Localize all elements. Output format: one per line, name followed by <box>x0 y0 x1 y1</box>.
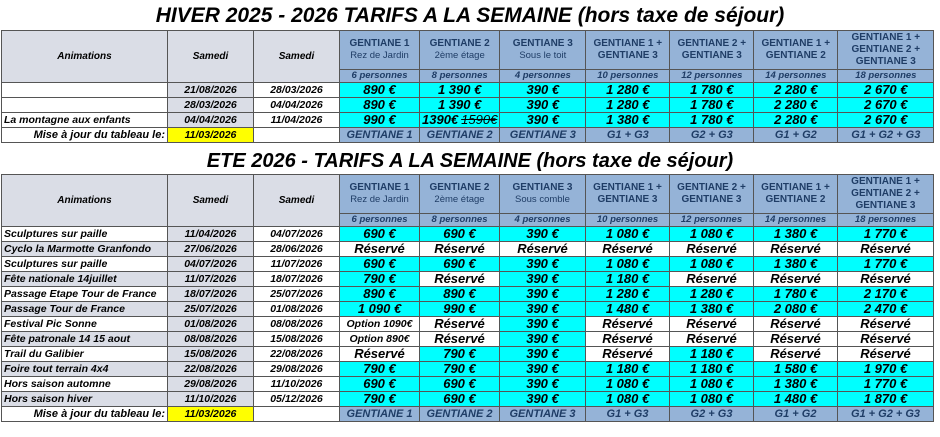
unit-name: GENTIANE 2 <box>429 38 490 49</box>
price-cell: 1 280 € <box>586 287 670 302</box>
capacity-cell: 6 personnes <box>340 214 420 227</box>
price-cell: 1 080 € <box>670 227 754 242</box>
price-cell: 1 390 € <box>420 98 500 113</box>
table-row <box>2 302 934 317</box>
date-from: 04/07/2026 <box>168 257 254 272</box>
footer-unit-label: G1 + G2 <box>754 128 838 143</box>
price-cell: 690 € <box>420 392 500 407</box>
capacity-cell: 4 personnes <box>500 70 586 83</box>
price-cell: 790 € <box>340 362 420 377</box>
price-cell: 1 970 € <box>838 362 934 377</box>
animation-label: Passage Etape Tour de France <box>2 287 168 302</box>
price-cell: 1 280 € <box>586 98 670 113</box>
date-to: 28/03/2026 <box>254 83 340 98</box>
price-cell: 390 € <box>500 83 586 98</box>
date-from: 04/04/2026 <box>168 113 254 128</box>
price-cell: 390 € <box>500 392 586 407</box>
reserved-cell: Réservé <box>670 242 754 257</box>
gentiane-1-3-header <box>586 31 670 70</box>
footer-unit-label: GENTIANE 3 <box>500 128 586 143</box>
unit-name: GENTIANE 2 + GENTIANE 3 <box>677 182 746 205</box>
summer-price-table <box>1 174 934 422</box>
table-row <box>2 332 934 347</box>
price-cell: 690 € <box>420 257 500 272</box>
reserved-cell: Réservé <box>420 272 500 287</box>
price-cell: 1 390 € <box>420 83 500 98</box>
reserved-cell: Réservé <box>340 347 420 362</box>
update-date: 11/03/2026 <box>168 407 254 422</box>
date-to: 11/10/2026 <box>254 377 340 392</box>
price-cell: 2 280 € <box>754 113 838 128</box>
footer-row <box>2 128 934 143</box>
date-to: 22/08/2026 <box>254 347 340 362</box>
price-cell: 690 € <box>340 257 420 272</box>
capacity-cell: 8 personnes <box>420 70 500 83</box>
table-row <box>2 272 934 287</box>
price-cell: 1 780 € <box>670 83 754 98</box>
price-cell: 1 580 € <box>754 362 838 377</box>
unit-name: GENTIANE 1 + GENTIANE 2 + GENTIANE 3 <box>851 176 920 211</box>
unit-floor: 2ème étage <box>434 50 485 61</box>
date-to: 01/08/2026 <box>254 302 340 317</box>
date-from: 11/04/2026 <box>168 227 254 242</box>
price-cell: 1 090 € <box>340 302 420 317</box>
price-cell: 390 € <box>500 272 586 287</box>
reserved-cell: Option 890€ <box>340 332 420 347</box>
unit-name: GENTIANE 1 + GENTIANE 3 <box>593 38 663 61</box>
footer-unit-label: G2 + G3 <box>670 128 754 143</box>
reserved-cell: Réservé <box>754 242 838 257</box>
date-to: 04/07/2026 <box>254 227 340 242</box>
table-row <box>2 227 934 242</box>
table-row <box>2 362 934 377</box>
winter-price-table <box>1 30 934 143</box>
price-cell: 1 280 € <box>670 287 754 302</box>
gentiane-1-2-header <box>754 31 838 70</box>
reserved-cell: Réservé <box>420 242 500 257</box>
gentiane-2-header <box>420 175 500 214</box>
unit-floor: Sous le toit <box>519 50 567 61</box>
animation-label: Foire tout terrain 4x4 <box>2 362 168 377</box>
price-cell: 1 780 € <box>670 113 754 128</box>
date-to: 08/08/2026 <box>254 317 340 332</box>
saturday-from-header: Samedi <box>168 31 254 83</box>
table-row <box>2 98 934 113</box>
capacity-cell: 12 personnes <box>670 214 754 227</box>
price-cell: 1 080 € <box>670 392 754 407</box>
price-cell: 1 080 € <box>670 377 754 392</box>
price-cell: 1 080 € <box>670 257 754 272</box>
date-from: 08/08/2026 <box>168 332 254 347</box>
unit-name: GENTIANE 1 + GENTIANE 2 <box>761 182 830 205</box>
price-cell: 1 480 € <box>586 302 670 317</box>
price-cell: 690 € <box>340 227 420 242</box>
price-cell: 1 780 € <box>670 98 754 113</box>
price-cell: 390 € <box>500 287 586 302</box>
reserved-cell: Réservé <box>670 272 754 287</box>
price-cell: 390 € <box>500 227 586 242</box>
capacity-cell: 18 personnes <box>838 214 934 227</box>
footer-unit-label: G1 + G2 + G3 <box>838 407 934 422</box>
date-from: 15/08/2026 <box>168 347 254 362</box>
price-cell: 1 080 € <box>586 377 670 392</box>
unit-name: GENTIANE 1 + GENTIANE 2 <box>761 38 831 61</box>
animation-label: Fête patronale 14 15 aout <box>2 332 168 347</box>
price-cell: 790 € <box>340 272 420 287</box>
price-cell: 2 080 € <box>754 302 838 317</box>
footer-unit-label: GENTIANE 3 <box>500 407 586 422</box>
table-row <box>2 377 934 392</box>
unit-name: GENTIANE 1 <box>349 182 410 193</box>
unit-floor: Rez de Jardin <box>350 194 409 205</box>
date-from: 29/08/2026 <box>168 377 254 392</box>
price-cell: 690 € <box>420 227 500 242</box>
animation-label <box>2 98 168 113</box>
unit-floor: Rez de Jardin <box>350 50 409 61</box>
date-to: 25/07/2026 <box>254 287 340 302</box>
capacity-cell: 18 personnes <box>838 70 934 83</box>
price-cell: 1 770 € <box>838 227 934 242</box>
capacity-cell: 8 personnes <box>420 214 500 227</box>
gentiane-1-3-header <box>586 175 670 214</box>
reserved-cell: Réservé <box>754 332 838 347</box>
price-cell <box>420 113 500 128</box>
capacity-cell: 14 personnes <box>754 214 838 227</box>
header-row <box>2 31 934 70</box>
date-from: 18/07/2026 <box>168 287 254 302</box>
price-cell: 2 670 € <box>838 98 934 113</box>
unit-name: GENTIANE 2 + GENTIANE 3 <box>677 38 747 61</box>
reserved-cell: Réservé <box>670 332 754 347</box>
table-row <box>2 392 934 407</box>
price-cell: 1 780 € <box>754 287 838 302</box>
gentiane-2-3-header <box>670 31 754 70</box>
footer-empty <box>254 407 340 422</box>
gentiane-1-2-3-header <box>838 31 934 70</box>
footer-unit-label: GENTIANE 1 <box>340 407 420 422</box>
reserved-cell: Réservé <box>754 272 838 287</box>
reserved-cell: Option 1090€ <box>340 317 420 332</box>
price-cell: 1 180 € <box>586 362 670 377</box>
reserved-cell: Réservé <box>838 317 934 332</box>
animation-label: Sculptures sur paille <box>2 257 168 272</box>
footer-unit-label: G1 + G2 <box>754 407 838 422</box>
date-from: 22/08/2026 <box>168 362 254 377</box>
footer-unit-label: GENTIANE 1 <box>340 128 420 143</box>
table-row <box>2 317 934 332</box>
price-cell: 2 670 € <box>838 113 934 128</box>
reserved-cell: Réservé <box>754 347 838 362</box>
price-cell: 2 280 € <box>754 98 838 113</box>
capacity-cell: 4 personnes <box>500 214 586 227</box>
unit-floor: Sous comble <box>515 194 570 205</box>
table-row <box>2 287 934 302</box>
gentiane-2-header <box>420 31 500 70</box>
gentiane-1-header <box>340 31 420 70</box>
price-cell: 390 € <box>500 317 586 332</box>
date-from: 11/07/2026 <box>168 272 254 287</box>
reserved-cell: Réservé <box>586 347 670 362</box>
update-label: Mise à jour du tableau le: <box>2 407 168 422</box>
date-from: 21/08/2026 <box>168 83 254 98</box>
unit-name: GENTIANE 1 + GENTIANE 3 <box>593 182 662 205</box>
reserved-cell: Réservé <box>754 317 838 332</box>
price-cell: 390 € <box>500 332 586 347</box>
capacity-cell: 6 personnes <box>340 70 420 83</box>
price-cell: 890 € <box>420 287 500 302</box>
date-to: 29/08/2026 <box>254 362 340 377</box>
gentiane-2-3-header <box>670 175 754 214</box>
price-cell: 390 € <box>500 362 586 377</box>
price-cell: 1 080 € <box>586 227 670 242</box>
animation-label <box>2 83 168 98</box>
animation-label: Fête nationale 14juillet <box>2 272 168 287</box>
unit-name: GENTIANE 3 <box>512 182 573 193</box>
price-cell: 1 180 € <box>670 347 754 362</box>
unit-name: GENTIANE 1 + GENTIANE 2 + GENTIANE 3 <box>851 32 921 67</box>
reserved-cell: Réservé <box>838 332 934 347</box>
animation-label: Hors saison hiver <box>2 392 168 407</box>
price-cell: 790 € <box>420 347 500 362</box>
capacity-cell: 10 personnes <box>586 70 670 83</box>
unit-name: GENTIANE 3 <box>512 38 573 49</box>
date-to: 15/08/2026 <box>254 332 340 347</box>
footer-unit-label: G1 + G3 <box>586 407 670 422</box>
price-cell: 1 770 € <box>838 257 934 272</box>
reserved-cell: Réservé <box>670 317 754 332</box>
footer-unit-label: G1 + G2 + G3 <box>838 128 934 143</box>
reserved-cell: Réservé <box>340 242 420 257</box>
price-cell: 2 170 € <box>838 287 934 302</box>
capacity-cell: 12 personnes <box>670 70 754 83</box>
animation-label: Trail du Galibier <box>2 347 168 362</box>
table-row <box>2 83 934 98</box>
animation-label: Festival Pic Sonne <box>2 317 168 332</box>
date-from: 25/07/2026 <box>168 302 254 317</box>
price-cell: 2 470 € <box>838 302 934 317</box>
table-row <box>2 113 934 128</box>
animation-label: Cyclo la Marmotte Granfondo <box>2 242 168 257</box>
price-cell: 790 € <box>420 362 500 377</box>
price-cell: 990 € <box>340 113 420 128</box>
price-cell: 1 870 € <box>838 392 934 407</box>
price-cell: 390 € <box>500 98 586 113</box>
price-cell: 1 770 € <box>838 377 934 392</box>
current-price: 1390€ <box>422 112 459 127</box>
reserved-cell: Réservé <box>420 317 500 332</box>
footer-unit-label: G2 + G3 <box>670 407 754 422</box>
table-row <box>2 347 934 362</box>
price-cell: 2 280 € <box>754 83 838 98</box>
price-cell: 390 € <box>500 347 586 362</box>
update-date: 11/03/2026 <box>168 128 254 143</box>
reserved-cell: Réservé <box>586 317 670 332</box>
date-from: 01/08/2026 <box>168 317 254 332</box>
previous-price: 1590€ <box>461 112 498 127</box>
date-from: 28/03/2026 <box>168 98 254 113</box>
gentiane-1-2-3-header <box>838 175 934 214</box>
unit-name: GENTIANE 1 <box>349 38 410 49</box>
price-cell: 1 180 € <box>670 362 754 377</box>
gentiane-3-header <box>500 31 586 70</box>
price-cell: 890 € <box>340 83 420 98</box>
price-cell: 390 € <box>500 302 586 317</box>
saturday-to-header: Samedi <box>254 31 340 83</box>
price-cell: 990 € <box>420 302 500 317</box>
date-to: 11/07/2026 <box>254 257 340 272</box>
price-cell: 390 € <box>500 257 586 272</box>
date-to: 05/12/2026 <box>254 392 340 407</box>
reserved-cell: Réservé <box>838 347 934 362</box>
footer-row <box>2 407 934 422</box>
update-label: Mise à jour du tableau le: <box>2 128 168 143</box>
reserved-cell: Réservé <box>500 242 586 257</box>
header-row <box>2 175 934 214</box>
reserved-cell: Réservé <box>420 332 500 347</box>
animation-label: Passage Tour de France <box>2 302 168 317</box>
price-cell: 1 380 € <box>754 377 838 392</box>
price-cell: 790 € <box>340 392 420 407</box>
price-cell: 1 380 € <box>586 113 670 128</box>
price-cell: 1 380 € <box>754 257 838 272</box>
unit-floor: 2ème étage <box>434 194 485 205</box>
price-cell: 1 280 € <box>586 83 670 98</box>
date-to: 04/04/2026 <box>254 98 340 113</box>
footer-unit-label: GENTIANE 2 <box>420 407 500 422</box>
price-cell: 1 080 € <box>586 257 670 272</box>
animation-label: Hors saison automne <box>2 377 168 392</box>
gentiane-1-header <box>340 175 420 214</box>
price-cell: 1 180 € <box>586 272 670 287</box>
animations-header: Animations <box>2 31 168 83</box>
date-to: 18/07/2026 <box>254 272 340 287</box>
reserved-cell: Réservé <box>586 332 670 347</box>
price-cell: 890 € <box>340 287 420 302</box>
gentiane-1-2-header <box>754 175 838 214</box>
price-cell: 1 380 € <box>754 227 838 242</box>
price-cell: 690 € <box>340 377 420 392</box>
price-cell: 390 € <box>500 113 586 128</box>
unit-name: GENTIANE 2 <box>429 182 490 193</box>
price-cell: 1 480 € <box>754 392 838 407</box>
footer-unit-label: GENTIANE 2 <box>420 128 500 143</box>
saturday-to-header: Samedi <box>254 175 340 227</box>
capacity-cell: 10 personnes <box>586 214 670 227</box>
animation-label: Sculptures sur paille <box>2 227 168 242</box>
date-to: 11/04/2026 <box>254 113 340 128</box>
capacity-cell: 14 personnes <box>754 70 838 83</box>
price-cell: 390 € <box>500 377 586 392</box>
reserved-cell: Réservé <box>586 242 670 257</box>
price-cell: 690 € <box>420 377 500 392</box>
summer-title: ETE 2026 - TARIFS A LA SEMAINE (hors taxe de séjour) <box>206 150 734 172</box>
table-row <box>2 257 934 272</box>
reserved-cell: Réservé <box>838 242 934 257</box>
winter-title: HIVER 2025 - 2026 TARIFS A LA SEMAINE (hors taxe de séjour) <box>155 4 785 27</box>
date-from: 27/06/2026 <box>168 242 254 257</box>
footer-empty <box>254 128 340 143</box>
table-row <box>2 242 934 257</box>
price-cell: 890 € <box>340 98 420 113</box>
animation-label: La montagne aux enfants <box>2 113 168 128</box>
gentiane-3-header <box>500 175 586 214</box>
reserved-cell: Réservé <box>838 272 934 287</box>
saturday-from-header: Samedi <box>168 175 254 227</box>
price-cell: 1 080 € <box>586 392 670 407</box>
footer-unit-label: G1 + G3 <box>586 128 670 143</box>
price-cell: 2 670 € <box>838 83 934 98</box>
price-cell: 1 380 € <box>670 302 754 317</box>
date-to: 28/06/2026 <box>254 242 340 257</box>
animations-header: Animations <box>2 175 168 227</box>
date-from: 11/10/2026 <box>168 392 254 407</box>
